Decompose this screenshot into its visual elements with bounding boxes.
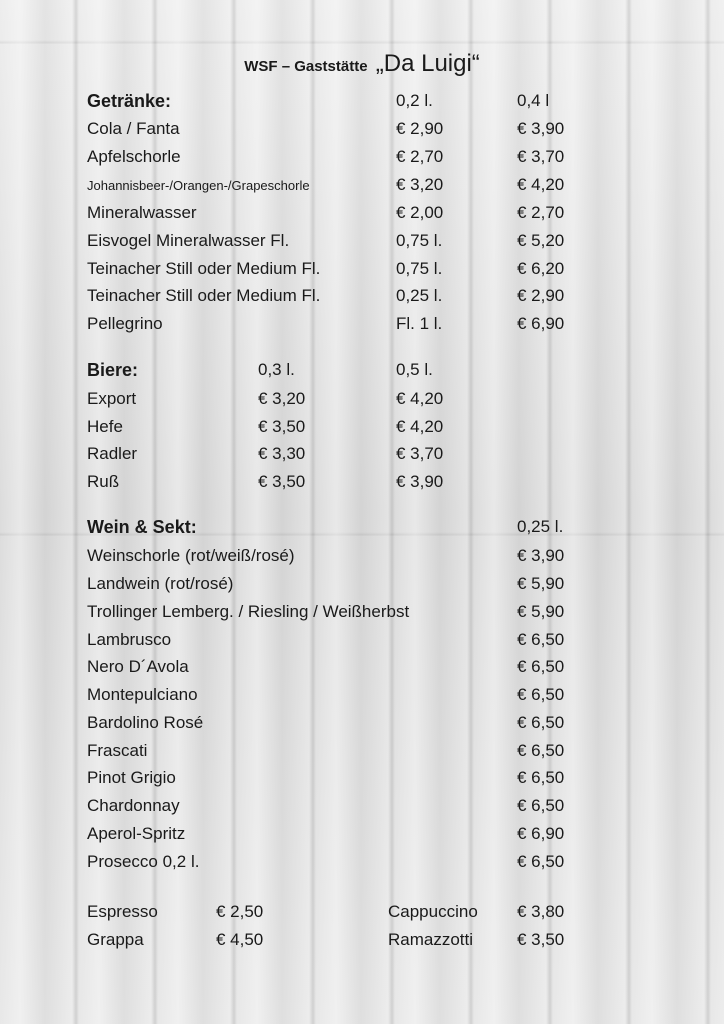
menu-item — [0, 119, 724, 145]
item-price: € 6,50 — [517, 685, 565, 704]
size-col-2: 0,4 l — [517, 91, 550, 110]
item-name: Trollinger Lemberg. / Riesling / Weißherbst — [87, 602, 410, 621]
item-name: Lambrusco — [87, 630, 172, 649]
menu-item — [0, 389, 724, 415]
item-price-2: € 4,20 — [396, 417, 444, 436]
item-name: Cola / Fanta — [87, 119, 180, 138]
item-price: € 6,90 — [517, 824, 565, 843]
item-price-2: € 2,70 — [517, 203, 565, 222]
size-col-2: 0,5 l. — [396, 360, 433, 379]
item-size: 0,25 l. — [396, 286, 443, 305]
item-price-2: € 6,20 — [517, 259, 565, 278]
item-name: Chardonnay — [87, 796, 180, 815]
item-price: € 3,90 — [517, 546, 565, 565]
item-price: € 5,90 — [517, 574, 565, 593]
item-size: 0,75 l. — [396, 259, 443, 278]
menu-item — [0, 147, 724, 173]
item-name: Mineralwasser — [87, 203, 197, 222]
item-price-1: € 2,70 — [396, 147, 444, 166]
item-price: € 6,50 — [517, 768, 565, 787]
item-price-2: € 3,70 — [396, 444, 444, 463]
menu-item — [0, 796, 724, 822]
section-header-wein — [0, 517, 724, 543]
item-name: Teinacher Still oder Medium Fl. — [87, 286, 321, 305]
menu-item — [0, 231, 724, 257]
item-name: Montepulciano — [87, 685, 198, 704]
section-title: Wein & Sekt: — [87, 517, 197, 537]
item-name: Prosecco 0,2 l. — [87, 852, 200, 871]
restaurant-name: „Da Luigi“ — [375, 50, 480, 77]
item-price-1: € 3,30 — [258, 444, 306, 463]
item-price-2: € 2,90 — [517, 286, 565, 305]
section-header-getraenke — [0, 91, 724, 117]
menu-item — [0, 630, 724, 656]
section-title: Biere: — [87, 360, 139, 380]
extras-row — [0, 902, 724, 928]
menu-item — [0, 713, 724, 739]
item-price-1: € 2,00 — [396, 203, 444, 222]
item-price-1: € 3,50 — [258, 417, 306, 436]
item-price: € 6,50 — [517, 713, 565, 732]
item-price-2: € 3,70 — [517, 147, 565, 166]
item-name: Nero D´Avola — [87, 657, 189, 676]
item-price-2: € 5,20 — [517, 231, 565, 250]
menu-item — [0, 203, 724, 229]
size-col-1: 0,2 l. — [396, 91, 433, 110]
menu-item — [0, 286, 724, 312]
menu-item — [0, 574, 724, 600]
item-name: Radler — [87, 444, 138, 463]
item-name: Weinschorle (rot/weiß/rosé) — [87, 546, 295, 565]
item-price: € 5,90 — [517, 602, 565, 621]
item-name: Apfelschorle — [87, 147, 181, 166]
item-name: Ruß — [87, 472, 120, 491]
menu-item — [0, 824, 724, 850]
menu-item — [0, 602, 724, 628]
size-col-1: 0,25 l. — [517, 517, 564, 536]
item-price: € 6,50 — [517, 852, 565, 871]
item-name: Grappa — [87, 930, 144, 949]
item-price-1: € 3,50 — [258, 472, 306, 491]
section-header-biere — [0, 360, 724, 386]
item-size: Fl. 1 l. — [396, 314, 443, 333]
section-title: Getränke: — [87, 91, 172, 111]
menu-item — [0, 472, 724, 498]
menu-item — [0, 685, 724, 711]
item-size: 0,75 l. — [396, 231, 443, 250]
item-name: Landwein (rot/rosé) — [87, 574, 234, 593]
menu-item — [0, 768, 724, 794]
item-price: € 6,50 — [517, 630, 565, 649]
item-price-2: € 4,20 — [396, 389, 444, 408]
item-name: Teinacher Still oder Medium Fl. — [87, 259, 321, 278]
title-prefix: WSF – Gaststätte — [244, 58, 368, 75]
menu-item — [0, 314, 724, 340]
item-price: € 2,50 — [216, 902, 264, 921]
item-name: Johannisbeer-/Orangen-/Grapeschorle — [87, 178, 310, 193]
item-price-2: € 3,90 — [396, 472, 444, 491]
item-name: Frascati — [87, 741, 148, 760]
item-name: Eisvogel Mineralwasser Fl. — [87, 231, 290, 250]
item-price: € 6,50 — [517, 796, 565, 815]
item-price: € 3,80 — [517, 902, 565, 921]
item-name: Export — [87, 389, 137, 408]
item-price-2: € 6,90 — [517, 314, 565, 333]
menu-item — [0, 546, 724, 572]
item-price: € 6,50 — [517, 741, 565, 760]
item-name: Cappuccino — [388, 902, 478, 921]
item-price-2: € 4,20 — [517, 175, 565, 194]
item-price-2: € 3,90 — [517, 119, 565, 138]
item-name: Espresso — [87, 902, 158, 921]
item-name: Pellegrino — [87, 314, 163, 333]
menu-item — [0, 417, 724, 443]
item-price: € 3,50 — [517, 930, 565, 949]
extras-row — [0, 930, 724, 956]
page-title — [0, 50, 724, 78]
menu-item — [0, 657, 724, 683]
menu-item — [0, 259, 724, 285]
item-name: Ramazzotti — [388, 930, 474, 949]
item-name: Bardolino Rosé — [87, 713, 204, 732]
size-col-1: 0,3 l. — [258, 360, 295, 379]
item-name: Aperol-Spritz — [87, 824, 186, 843]
item-price-1: € 3,20 — [396, 175, 444, 194]
item-price: € 6,50 — [517, 657, 565, 676]
item-price-1: € 3,20 — [258, 389, 306, 408]
menu-item — [0, 444, 724, 470]
item-name: Pinot Grigio — [87, 768, 176, 787]
item-price-1: € 2,90 — [396, 119, 444, 138]
menu-item — [0, 852, 724, 878]
item-price: € 4,50 — [216, 930, 264, 949]
item-name: Hefe — [87, 417, 123, 436]
menu-item — [0, 741, 724, 767]
menu-item — [0, 175, 724, 201]
